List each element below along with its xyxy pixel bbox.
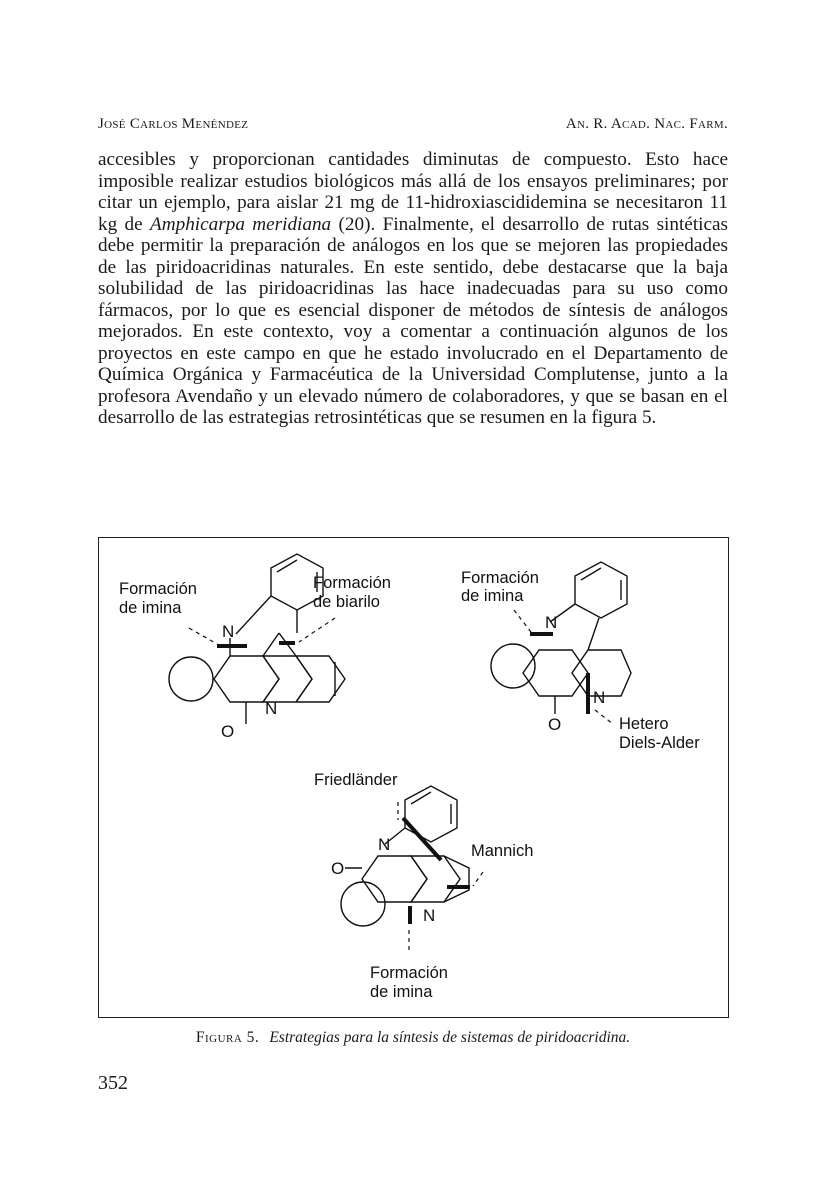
atom-o-1: O	[221, 722, 235, 741]
species-name: Amphicarpa meridiana	[150, 213, 332, 235]
caption-text: Estrategias para la síntesis de sistemas de piridoacridina.	[269, 1029, 631, 1046]
disconnection-marks-1	[217, 643, 295, 646]
atom-n-5: N	[378, 835, 391, 854]
atom-n-1: N	[222, 622, 235, 641]
body-text-after: (20). Finalmente, el desarrollo de rutas sintéticas debe permitir la preparación de análogos en los que se mejoren las propiedades de las piridoacridinas naturales. En este sentido, debe destacarse que la baja solubilidad de las piridoacridinas las hace inadecuadas para su uso como fármacos, por lo que es esencial disponer de métodos de síntesis de análogos mejorados. En este contexto, voy a comentar a continuación algunos de los proyectos en este campo en que he estado involucrado en el Departamento de Química Orgánica y Farmacéutica de la Universidad Complutense, junto a la profesora Avendaño y un elevado número de colaboradores, y que se basan en el desarrollo de las estrategias retrosintéticas que se resumen en la figura 5.	[98, 213, 728, 428]
atom-n-2: N	[265, 699, 278, 718]
label-formacion-imina-3a: Formación	[370, 964, 448, 982]
retrosynthesis-diagram	[99, 538, 730, 1019]
atom-n-6: N	[423, 906, 436, 925]
label-hetero: Hetero	[619, 715, 669, 733]
label-formacion-imina-2b: de imina	[461, 587, 524, 605]
label-formacion-imina-1a: Formación	[119, 580, 197, 598]
label-mannich: Mannich	[471, 842, 534, 860]
running-head-author: José Carlos Menéndez	[98, 116, 249, 132]
running-head-journal: An. R. Acad. Nac. Farm.	[565, 116, 728, 132]
running-head	[98, 116, 728, 133]
label-diels-alder: Diels-Alder	[619, 734, 700, 752]
label-formacion-imina-2a: Formación	[461, 569, 539, 587]
atom-o-2: O	[548, 715, 562, 734]
label-formacion-biarilo-b: de biarilo	[313, 593, 380, 611]
disconnection-marks-3	[403, 818, 470, 924]
structure-3	[341, 786, 469, 926]
atom-n-3: N	[545, 613, 558, 632]
body-paragraph	[98, 149, 728, 429]
label-formacion-imina-3b: de imina	[370, 983, 433, 1001]
label-friedlander: Friedländer	[314, 771, 398, 789]
caption-label: Figura 5.	[195, 1029, 260, 1046]
label-formacion-imina-1b: de imina	[119, 599, 182, 617]
figure-5	[98, 537, 729, 1018]
disconnection-marks-2	[530, 634, 588, 714]
atom-o-3: O	[331, 859, 345, 878]
figure-caption	[98, 1029, 728, 1047]
label-formacion-biarilo-a: Formación	[313, 574, 391, 592]
atom-n-4: N	[593, 688, 606, 707]
page-number: 352	[98, 1072, 128, 1094]
body-text-before: accesibles y proporcionan cantidades diminutas de compuesto. Esto hace imposible realizar estudios biológicos más allá de los ensayos preliminares; por citar un ejemplo, para aislar 21 mg de 11-hidroxiascididemina se necesitaron 11 kg de	[98, 149, 728, 235]
